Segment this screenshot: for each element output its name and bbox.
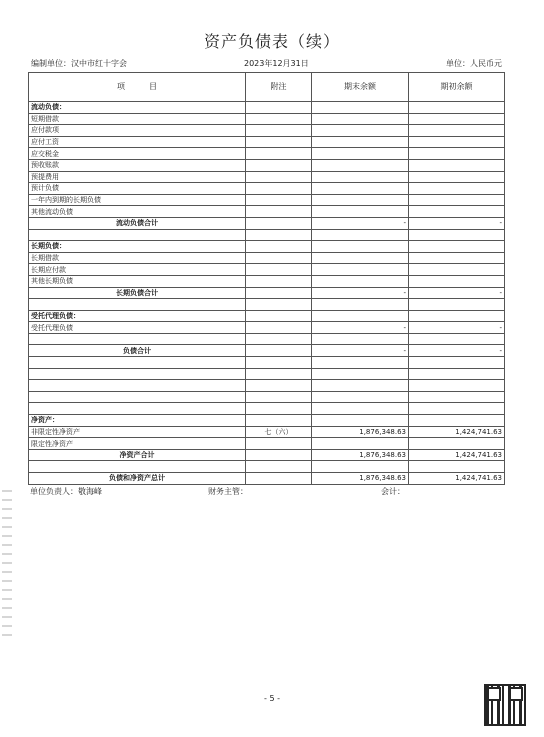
- row-begin-balance: [409, 252, 505, 264]
- row-end-balance: [312, 333, 409, 345]
- row-note: [246, 102, 312, 114]
- row-begin-balance: [409, 391, 505, 403]
- table-row: [29, 229, 505, 241]
- table-row: [29, 438, 505, 450]
- row-note: [246, 275, 312, 287]
- row-begin-balance: [409, 183, 505, 195]
- balance-sheet-table: [28, 72, 505, 485]
- row-end-balance: [312, 299, 409, 311]
- row-note: [246, 449, 312, 461]
- row-note: [246, 206, 312, 218]
- row-end-balance: -: [312, 322, 409, 334]
- header-note: 附注: [246, 73, 312, 102]
- row-end-balance: [312, 380, 409, 392]
- row-end-balance: 1,876,348.63: [312, 426, 409, 438]
- row-end-balance: [312, 159, 409, 171]
- report-date: 2023年12月31日: [244, 59, 309, 68]
- row-note: [246, 264, 312, 276]
- finance-supervisor: 财务主管：: [208, 487, 248, 496]
- row-note: [246, 357, 312, 369]
- binding-margin-mark: [2, 490, 12, 640]
- row-begin-balance: [409, 357, 505, 369]
- row-begin-balance: 1,424,741.63: [409, 449, 505, 461]
- row-begin-balance: 1,424,741.63: [409, 473, 505, 485]
- row-begin-balance: [409, 299, 505, 311]
- row-end-balance: [312, 310, 409, 322]
- table-row: [29, 333, 505, 345]
- table-row: [29, 171, 505, 183]
- row-begin-balance: -: [409, 217, 505, 229]
- row-end-balance: [312, 357, 409, 369]
- row-begin-balance: [409, 333, 505, 345]
- row-label: [29, 461, 246, 473]
- row-begin-balance: [409, 461, 505, 473]
- table-row: [29, 310, 505, 322]
- row-label: [29, 229, 246, 241]
- table-row: [29, 322, 505, 334]
- accountant: 会计：: [381, 487, 405, 496]
- row-begin-balance: [409, 229, 505, 241]
- row-label: 净资产：: [29, 415, 246, 427]
- row-begin-balance: [409, 194, 505, 206]
- row-note: [246, 113, 312, 125]
- table-row: [29, 217, 505, 229]
- row-note: [246, 136, 312, 148]
- row-label: 其他流动负债: [29, 206, 246, 218]
- row-end-balance: [312, 368, 409, 380]
- row-end-balance: -: [312, 287, 409, 299]
- row-note: [246, 333, 312, 345]
- row-label: 长期负债合计: [29, 287, 246, 299]
- table-row: [29, 391, 505, 403]
- row-note: [246, 194, 312, 206]
- row-label: [29, 333, 246, 345]
- row-note: [246, 368, 312, 380]
- row-note: [246, 287, 312, 299]
- row-note: [246, 380, 312, 392]
- row-note: [246, 299, 312, 311]
- row-begin-balance: -: [409, 322, 505, 334]
- table-row: [29, 461, 505, 473]
- org-name: 编制单位：汉中市红十字会: [31, 59, 127, 68]
- row-begin-balance: [409, 368, 505, 380]
- row-begin-balance: [409, 136, 505, 148]
- row-label: 预计负债: [29, 183, 246, 195]
- qr-code-icon: [484, 684, 526, 726]
- row-label: 限定性净资产: [29, 438, 246, 450]
- row-begin-balance: [409, 380, 505, 392]
- row-begin-balance: [409, 264, 505, 276]
- row-begin-balance: [409, 159, 505, 171]
- header-end-balance: 期末余额: [312, 73, 409, 102]
- row-begin-balance: -: [409, 345, 505, 357]
- row-label: [29, 380, 246, 392]
- table-row: [29, 380, 505, 392]
- table-row: [29, 125, 505, 137]
- row-end-balance: [312, 264, 409, 276]
- row-label: [29, 391, 246, 403]
- row-end-balance: [312, 113, 409, 125]
- header-item: 项 目: [29, 73, 246, 102]
- row-begin-balance: -: [409, 287, 505, 299]
- table-row: [29, 136, 505, 148]
- row-begin-balance: [409, 125, 505, 137]
- table-row: [29, 299, 505, 311]
- row-label: 流动负债合计: [29, 217, 246, 229]
- row-note: [246, 148, 312, 160]
- row-end-balance: [312, 391, 409, 403]
- table-row: [29, 275, 505, 287]
- table-row: [29, 473, 505, 485]
- page-title: 资产负债表（续）: [203, 32, 340, 51]
- row-note: [246, 415, 312, 427]
- row-end-balance: [312, 171, 409, 183]
- row-label: 一年内到期的长期负债: [29, 194, 246, 206]
- table-row: [29, 449, 505, 461]
- row-begin-balance: [409, 171, 505, 183]
- row-begin-balance: [409, 403, 505, 415]
- row-label: [29, 299, 246, 311]
- row-label: 应付款项: [29, 125, 246, 137]
- row-end-balance: [312, 403, 409, 415]
- row-note: [246, 473, 312, 485]
- row-label: 应付工资: [29, 136, 246, 148]
- row-begin-balance: 1,424,741.63: [409, 426, 505, 438]
- row-note: [246, 461, 312, 473]
- row-end-balance: [312, 438, 409, 450]
- row-note: [246, 229, 312, 241]
- table-row: [29, 241, 505, 253]
- table-row: [29, 345, 505, 357]
- row-begin-balance: [409, 102, 505, 114]
- row-label: 预收账款: [29, 159, 246, 171]
- row-end-balance: [312, 136, 409, 148]
- row-label: [29, 368, 246, 380]
- row-note: [246, 171, 312, 183]
- row-label: 长期借款: [29, 252, 246, 264]
- row-note: [246, 241, 312, 253]
- row-label: 净资产合计: [29, 449, 246, 461]
- row-end-balance: [312, 241, 409, 253]
- table-row: [29, 368, 505, 380]
- table-row: [29, 403, 505, 415]
- row-end-balance: -: [312, 345, 409, 357]
- row-end-balance: [312, 102, 409, 114]
- row-end-balance: -: [312, 217, 409, 229]
- table-row: [29, 102, 505, 114]
- row-label: 其他长期负债: [29, 275, 246, 287]
- row-end-balance: [312, 194, 409, 206]
- currency-unit: 单位：人民币元: [446, 59, 502, 68]
- row-label: 预提费用: [29, 171, 246, 183]
- row-label: 长期负债：: [29, 241, 246, 253]
- table-row: [29, 183, 505, 195]
- row-note: [246, 252, 312, 264]
- row-label: 短期借款: [29, 113, 246, 125]
- row-label: 受托代理负债：: [29, 310, 246, 322]
- row-note: [246, 391, 312, 403]
- row-note: [246, 183, 312, 195]
- row-begin-balance: [409, 148, 505, 160]
- row-label: 负债和净资产总计: [29, 473, 246, 485]
- row-label: 负债合计: [29, 345, 246, 357]
- table-row: [29, 287, 505, 299]
- row-end-balance: [312, 229, 409, 241]
- row-note: [246, 159, 312, 171]
- row-label: 受托代理负债: [29, 322, 246, 334]
- row-label: 长期应付款: [29, 264, 246, 276]
- table-header-row: [29, 73, 505, 102]
- row-begin-balance: [409, 310, 505, 322]
- table-row: [29, 426, 505, 438]
- row-begin-balance: [409, 206, 505, 218]
- table-row: [29, 415, 505, 427]
- table-row: [29, 264, 505, 276]
- row-end-balance: [312, 461, 409, 473]
- row-end-balance: 1,876,348.63: [312, 449, 409, 461]
- table-row: [29, 113, 505, 125]
- row-end-balance: [312, 415, 409, 427]
- row-label: 流动负债：: [29, 102, 246, 114]
- row-begin-balance: [409, 415, 505, 427]
- row-end-balance: [312, 275, 409, 287]
- row-end-balance: [312, 125, 409, 137]
- table-row: [29, 357, 505, 369]
- row-note: [246, 217, 312, 229]
- table-row: [29, 148, 505, 160]
- row-note: [246, 438, 312, 450]
- table-row: [29, 194, 505, 206]
- row-begin-balance: [409, 241, 505, 253]
- row-note: [246, 345, 312, 357]
- responsible-person: 单位负责人：敬海峰: [30, 487, 102, 496]
- table-row: [29, 252, 505, 264]
- row-begin-balance: [409, 275, 505, 287]
- page-number: - 5 -: [264, 694, 280, 703]
- row-end-balance: [312, 252, 409, 264]
- row-end-balance: [312, 206, 409, 218]
- header-begin-balance: 期初余额: [409, 73, 505, 102]
- row-label: 非限定性净资产: [29, 426, 246, 438]
- row-end-balance: [312, 148, 409, 160]
- row-begin-balance: [409, 438, 505, 450]
- row-end-balance: 1,876,348.63: [312, 473, 409, 485]
- row-note: [246, 322, 312, 334]
- row-label: [29, 357, 246, 369]
- row-label: [29, 403, 246, 415]
- row-begin-balance: [409, 113, 505, 125]
- row-note: [246, 125, 312, 137]
- row-label: 应交税金: [29, 148, 246, 160]
- row-note: 七（六）: [246, 426, 312, 438]
- row-note: [246, 310, 312, 322]
- row-note: [246, 403, 312, 415]
- table-row: [29, 159, 505, 171]
- row-end-balance: [312, 183, 409, 195]
- table-row: [29, 206, 505, 218]
